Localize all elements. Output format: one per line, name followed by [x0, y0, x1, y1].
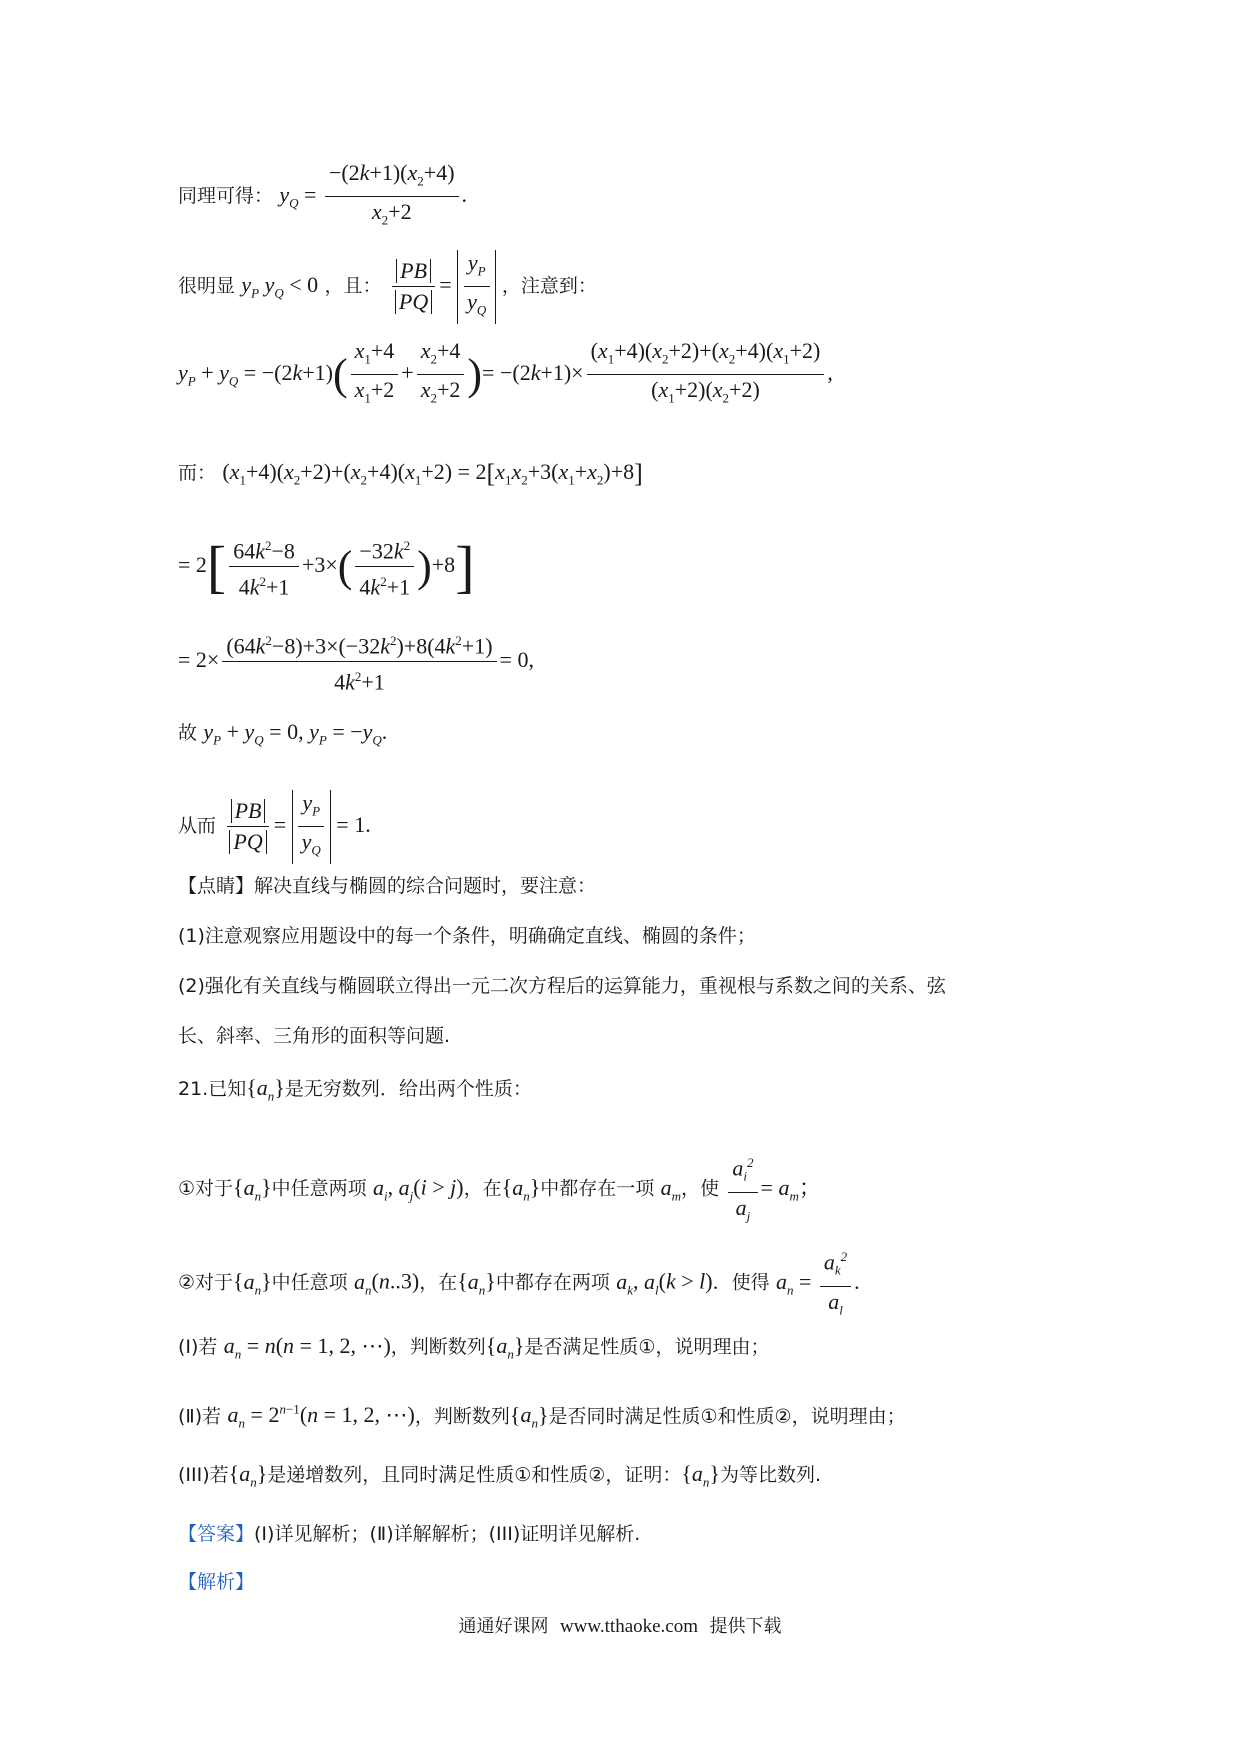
derivation-line-yq	[178, 160, 1090, 234]
footer-url[interactable]: www.tthaoke.com	[559, 1616, 699, 1637]
text-obviously: 很明显	[178, 274, 236, 297]
p1-seq2: $\{a_n\}$	[501, 1174, 541, 1203]
note-heading	[178, 872, 1090, 900]
footer-download: 提供下载	[709, 1616, 782, 1637]
formula-yq: $y_Q$ = $\frac{-(2k+1)(x_2+4)}{x_2+2}$ .	[279, 160, 468, 228]
formula-sum: $y_P + y_Q = -(2k+1)$( $\frac{x_1+4}{x_1+2}$ + $\frac{x_2+4}{x_2+2}$ )= −(2k+1)× $\frac{(x_1+4)(x_2+2)+(x_2+4)(x_1+2)}{(x_1+2)(x_2+2)}$ ,	[178, 338, 833, 406]
question-1	[178, 1332, 1090, 1368]
intro-prefix: 21.已知	[178, 1078, 247, 1100]
q2-formula: $a_n = 2^{n-1}(n = 1$, 2, ⋯)	[227, 1402, 415, 1431]
note-item-2b: 长、斜率、三角形的面积等问题.	[178, 1025, 451, 1047]
note-item-2a: (2)强化有关直线与椭圆联立得出一元二次方程后的运算能力，重视根与系数之间的关系、弦	[178, 975, 946, 997]
intro-suffix: 是无穷数列．给出两个性质：	[284, 1078, 532, 1100]
text-thus: 从而	[178, 814, 217, 837]
q2-c: 是否同时满足性质①和性质②，说明理由；	[548, 1405, 906, 1428]
formula-result: $\frac{PB}{PQ}$ = $\frac{y_P}{y_Q}$ = 1.	[222, 812, 370, 837]
p2-seq: $\{a_n\}$	[233, 1268, 272, 1297]
formula-product-negative: $y_P$ $y_Q < 0$	[241, 271, 319, 301]
text-similarly: 同理可得：	[178, 184, 274, 207]
q2-a: (Ⅱ)若	[178, 1405, 222, 1428]
note-item-1: (1)注意观察应用题设中的每一个条件，明确确定直线、椭圆的条件；	[178, 925, 756, 947]
property-1	[178, 1150, 1090, 1229]
q1-seq: $\{a_n\}$	[485, 1333, 525, 1362]
derivation-line-substitute	[178, 533, 1090, 601]
formula-numerator: $(x_1+4)(x_2+2)+(x_2+4)(x_1+2) = 2[x_1x_2+3(x_1+x_2)+8]$	[222, 458, 643, 488]
text-hence: 故	[178, 722, 198, 744]
p1-formula: $\frac{a_i^2}{a_j}$ = $a_m$；	[725, 1175, 820, 1200]
p2-seq2: $\{a_n\}$	[457, 1268, 496, 1297]
p1-am: $a_m$	[660, 1174, 682, 1203]
property-2	[178, 1244, 1090, 1323]
p2-b: 中任意项	[271, 1271, 348, 1294]
question-3	[178, 1460, 1090, 1496]
question-2	[178, 1396, 1090, 1438]
q3-seq2: $\{a_n\}$	[681, 1461, 720, 1490]
answer-label: 【答案】	[178, 1523, 255, 1545]
q2-b: ，判断数列	[414, 1405, 510, 1428]
q3-b: 是递增数列，且同时满足性质①和性质②，证明：	[267, 1464, 682, 1486]
note-title: 【点睛】	[178, 875, 255, 897]
p1-b: 中任意两项	[271, 1177, 367, 1200]
page-footer	[0, 1612, 1240, 1638]
p2-c: ，在	[419, 1271, 458, 1294]
text-note: ，注意到：	[501, 274, 597, 297]
text-while: 而：	[178, 462, 217, 484]
p1-c: ，在	[463, 1177, 502, 1200]
answer-text: (Ⅰ)详见解析；(Ⅱ)详解解析；(III)证明详见解析.	[254, 1523, 641, 1545]
p1-seq: $\{a_n\}$	[233, 1174, 272, 1203]
formula-conclusion: $y_P + y_Q = 0$, $y_P = -y_Q$.	[203, 719, 388, 748]
q2-seq: $\{a_n\}$	[509, 1402, 549, 1431]
problem-21-intro	[178, 1074, 1090, 1110]
derivation-line-result	[178, 790, 1090, 864]
derivation-line-sum	[178, 338, 1090, 412]
formula-seq: $\{a_n\}$	[246, 1075, 285, 1104]
p2-term: $a_n(n..3)$	[354, 1268, 420, 1297]
q1-formula: $a_n = n(n = 1$, 2, ⋯)	[223, 1333, 391, 1362]
p2-a: ②对于	[178, 1271, 234, 1294]
derivation-line-zero	[178, 628, 1090, 696]
q1-b: ，判断数列	[390, 1336, 486, 1358]
derivation-line-ratio	[178, 250, 1090, 324]
q3-c: 为等比数列.	[719, 1464, 822, 1486]
derivation-line-conclusion	[178, 718, 1090, 754]
analysis-label: 【解析】	[178, 1571, 255, 1593]
text-and: ，且：	[324, 274, 382, 297]
note-body: 解决直线与椭圆的综合问题时，要注意：	[254, 875, 597, 897]
p2-d: 中都存在两项	[495, 1271, 610, 1294]
q1-a: (Ⅰ)若	[178, 1336, 218, 1358]
derivation-line-numerator	[178, 458, 1090, 494]
analysis-line	[178, 1568, 1090, 1596]
p1-e: ，使	[681, 1177, 720, 1200]
formula-substitute: = 2[ $\frac{64k^2-8}{4k^2+1}$ +3×( $\frac{-32k^2}{4k^2+1}$ )+8]	[178, 533, 475, 600]
p2-e: ．使得	[712, 1271, 770, 1294]
answer-line	[178, 1520, 1090, 1548]
p1-a: ①对于	[178, 1177, 234, 1200]
formula-zero: = 2× $\frac{(64k^2-8)+3\times(-32k^2)+8(4k^2+1)}{4k^2+1}$ = 0,	[178, 647, 534, 672]
q3-a: (III)若	[178, 1464, 229, 1486]
formula-ratio: $\frac{PB}{PQ}$ = $\frac{y_P}{y_Q}$	[388, 272, 502, 297]
q1-c: 是否满足性质①，说明理由；	[524, 1336, 770, 1358]
q3-seq: $\{a_n\}$	[228, 1461, 268, 1490]
p1-d: 中都存在一项	[540, 1177, 655, 1200]
p1-terms: $a_i$, $a_j(i > j)$	[373, 1174, 464, 1203]
footer-site: 通通好课网	[458, 1616, 549, 1637]
p2-terms: $a_k$, $a_l(k > l)$	[616, 1268, 713, 1297]
p2-formula: $a_n$ = $\frac{a_k^2}{a_l}$ .	[776, 1269, 860, 1294]
